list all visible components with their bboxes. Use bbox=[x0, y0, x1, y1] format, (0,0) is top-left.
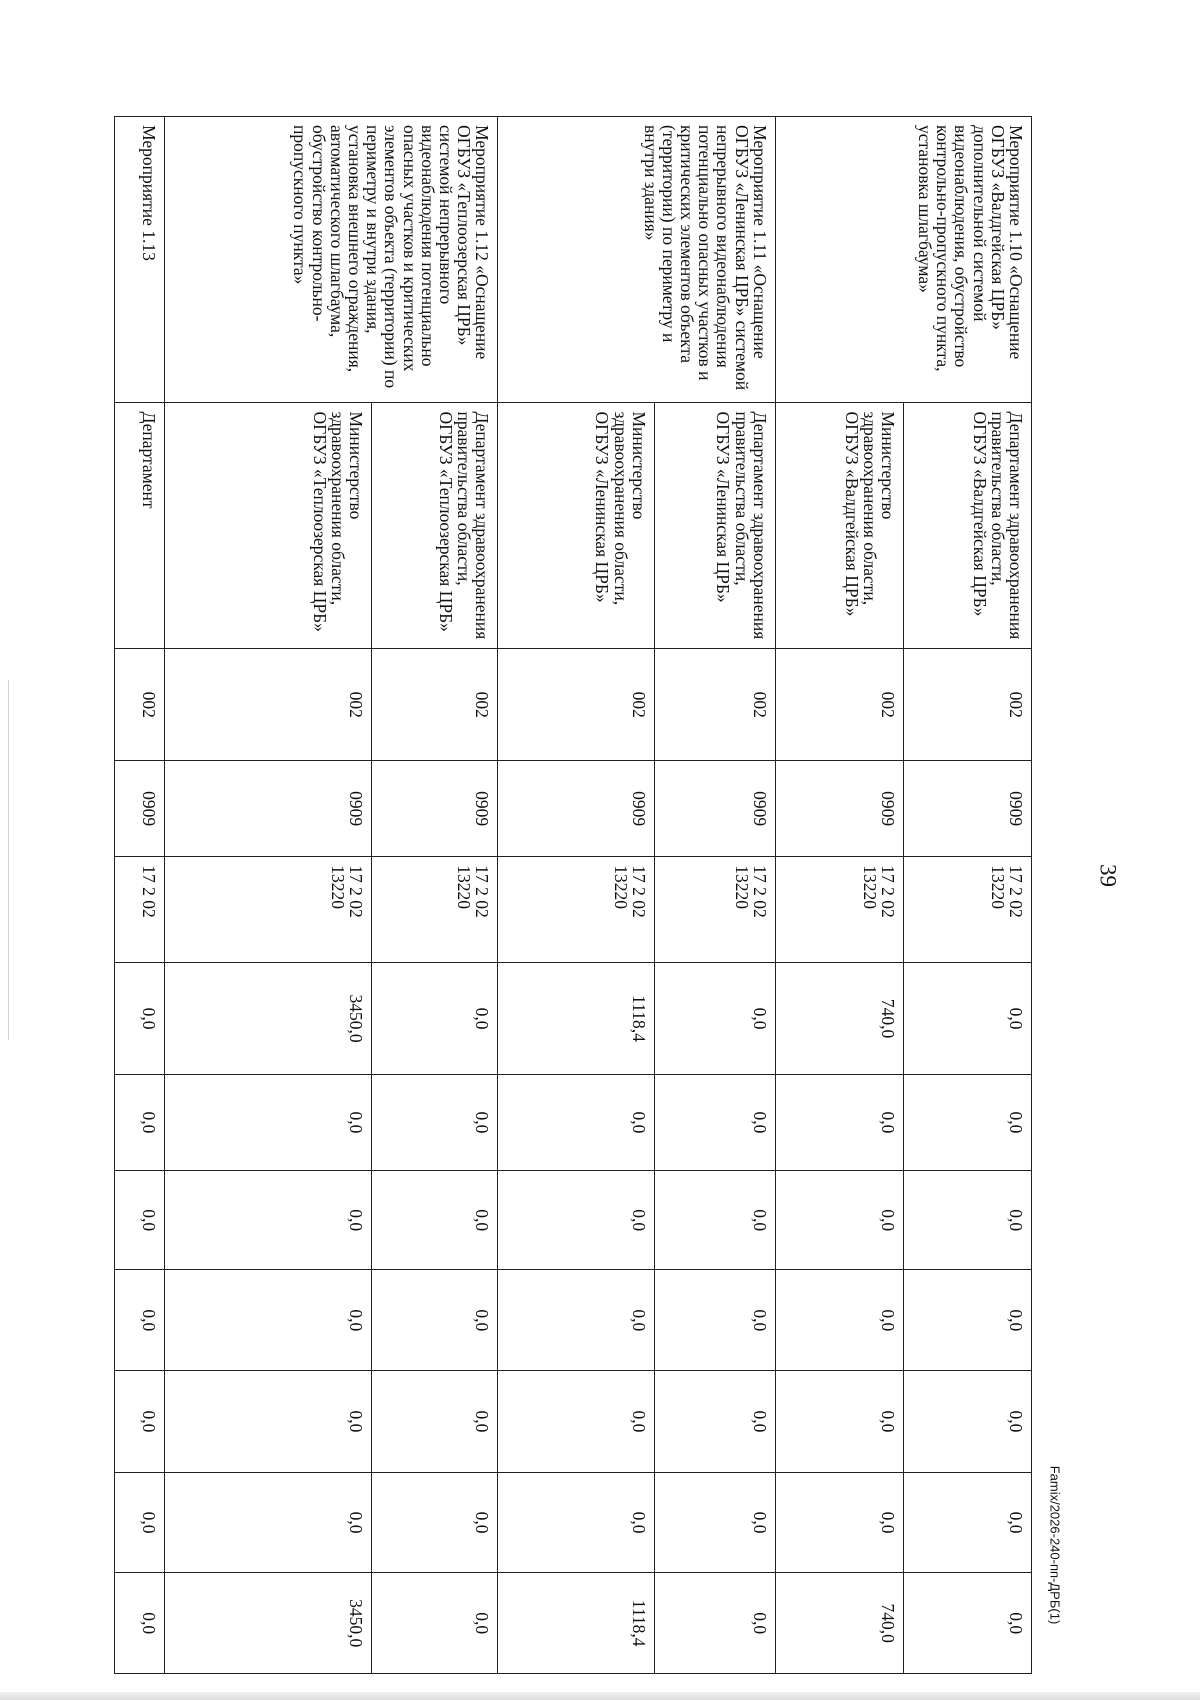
csr-cell: 17 2 02 13220 bbox=[903, 857, 1031, 963]
executor-cell: Министерство здравоохранения области, ОГБУЗ «Ленинская ЦРБ» bbox=[498, 403, 654, 649]
year-3-cell: 0,0 bbox=[165, 1270, 372, 1371]
grbs-cell: 002 bbox=[165, 649, 372, 761]
year-2-cell: 0,0 bbox=[372, 1170, 498, 1269]
executor-cell: Департамент здравоохранения правительства области, ОГБУЗ «Валдгейская ЦРБ» bbox=[903, 403, 1031, 649]
final-cell: 1118,4 bbox=[498, 1573, 654, 1674]
event-cell: Мероприятие 1.10 «Оснащение ОГБУЗ «Валдгейская ЦРБ» дополнительной системой видеонаблюдения, обустройство контрольно-пропускного пункта, установка шлагбаума» bbox=[775, 117, 1031, 403]
final-cell: 0,0 bbox=[372, 1573, 498, 1674]
event-cell: Мероприятие 1.13 bbox=[115, 117, 165, 403]
scan-bottom-edge bbox=[0, 1692, 1200, 1700]
year-1-cell: 0,0 bbox=[115, 1074, 165, 1170]
total-cell: 0,0 bbox=[115, 963, 165, 1075]
rzpr-cell: 0909 bbox=[165, 760, 372, 856]
table-rotation-frame bbox=[114, 116, 1032, 1674]
executor-cell: Департамент здравоохранения правительства области, ОГБУЗ «Ленинская ЦРБ» bbox=[654, 403, 775, 649]
executor-cell: Министерство здравоохранения области, ОГБУЗ «Теплоозерская ЦРБ» bbox=[165, 403, 372, 649]
year-1-cell: 0,0 bbox=[372, 1074, 498, 1170]
rzpr-cell: 0909 bbox=[903, 760, 1031, 856]
year-2-cell: 0,0 bbox=[498, 1170, 654, 1269]
csr-cell: 17 2 02 bbox=[115, 857, 165, 963]
event-cell: Мероприятие 1.11 «Оснащение ОГБУЗ «Ленинская ЦРБ» системой непрерывного видеонаблюдения потенциально опасных участков и критических элементов объекта (территории) по периметру и внутри здания» bbox=[498, 117, 775, 403]
year-2-cell: 0,0 bbox=[115, 1170, 165, 1269]
year-5-cell: 0,0 bbox=[654, 1472, 775, 1573]
table-row bbox=[115, 117, 165, 1674]
year-1-cell: 0,0 bbox=[654, 1074, 775, 1170]
year-4-cell: 0,0 bbox=[372, 1371, 498, 1473]
year-4-cell: 0,0 bbox=[903, 1371, 1031, 1473]
year-3-cell: 0,0 bbox=[775, 1270, 903, 1371]
year-1-cell: 0,0 bbox=[775, 1074, 903, 1170]
rzpr-cell: 0909 bbox=[654, 760, 775, 856]
year-4-cell: 0,0 bbox=[498, 1371, 654, 1473]
rzpr-cell: 0909 bbox=[115, 760, 165, 856]
csr-cell: 17 2 02 13220 bbox=[372, 857, 498, 963]
year-5-cell: 0,0 bbox=[115, 1472, 165, 1573]
total-cell: 0,0 bbox=[654, 963, 775, 1075]
final-cell: 740,0 bbox=[775, 1573, 903, 1674]
csr-cell: 17 2 02 13220 bbox=[498, 857, 654, 963]
year-5-cell: 0,0 bbox=[165, 1472, 372, 1573]
event-cell: Мероприятие 1.12 «Оснащение ОГБУЗ «Теплоозерская ЦРБ» системой непрерывного видеонаблюдения потенциально опасных участков и критических элементов объекта (территории) по периметру и внутри здания, установка внешнего ограждения, автоматического шлагбаума, обустройство контрольно-пропускного пункта» bbox=[165, 117, 498, 403]
table-row bbox=[903, 117, 1031, 1674]
year-4-cell: 0,0 bbox=[775, 1371, 903, 1473]
final-cell: 0,0 bbox=[903, 1573, 1031, 1674]
year-3-cell: 0,0 bbox=[115, 1270, 165, 1371]
year-1-cell: 0,0 bbox=[498, 1074, 654, 1170]
page-number: 39 bbox=[1095, 864, 1121, 887]
final-cell: 3450,0 bbox=[165, 1573, 372, 1674]
year-2-cell: 0,0 bbox=[654, 1170, 775, 1269]
table-row bbox=[654, 117, 775, 1674]
year-2-cell: 0,0 bbox=[775, 1170, 903, 1269]
table-row bbox=[372, 117, 498, 1674]
year-3-cell: 0,0 bbox=[372, 1270, 498, 1371]
grbs-cell: 002 bbox=[654, 649, 775, 761]
grbs-cell: 002 bbox=[372, 649, 498, 761]
rzpr-cell: 0909 bbox=[498, 760, 654, 856]
executor-cell: Министерство здравоохранения области, ОГБУЗ «Валдгейская ЦРБ» bbox=[775, 403, 903, 649]
total-cell: 740,0 bbox=[775, 963, 903, 1075]
grbs-cell: 002 bbox=[498, 649, 654, 761]
year-1-cell: 0,0 bbox=[903, 1074, 1031, 1170]
csr-cell: 17 2 02 13220 bbox=[165, 857, 372, 963]
year-2-cell: 0,0 bbox=[165, 1170, 372, 1269]
year-4-cell: 0,0 bbox=[165, 1371, 372, 1473]
file-reference: Famix/2026-240-пп-ДРБ(1) bbox=[1047, 1465, 1063, 1625]
year-1-cell: 0,0 bbox=[165, 1074, 372, 1170]
year-3-cell: 0,0 bbox=[903, 1270, 1031, 1371]
total-cell: 0,0 bbox=[903, 963, 1031, 1075]
grbs-cell: 002 bbox=[775, 649, 903, 761]
executor-cell: Департамент здравоохранения правительства области, ОГБУЗ «Теплоозерская ЦРБ» bbox=[372, 403, 498, 649]
year-5-cell: 0,0 bbox=[498, 1472, 654, 1573]
executor-cell: Департамент bbox=[115, 403, 165, 649]
final-cell: 0,0 bbox=[654, 1573, 775, 1674]
final-cell: 0,0 bbox=[115, 1573, 165, 1674]
budget-table bbox=[114, 116, 1032, 1674]
csr-cell: 17 2 02 13220 bbox=[654, 857, 775, 963]
year-2-cell: 0,0 bbox=[903, 1170, 1031, 1269]
scan-margin-line bbox=[8, 680, 9, 1040]
total-cell: 3450,0 bbox=[165, 963, 372, 1075]
rzpr-cell: 0909 bbox=[372, 760, 498, 856]
grbs-cell: 002 bbox=[115, 649, 165, 761]
year-5-cell: 0,0 bbox=[903, 1472, 1031, 1573]
year-4-cell: 0,0 bbox=[115, 1371, 165, 1473]
year-3-cell: 0,0 bbox=[498, 1270, 654, 1371]
year-4-cell: 0,0 bbox=[654, 1371, 775, 1473]
year-3-cell: 0,0 bbox=[654, 1270, 775, 1371]
year-5-cell: 0,0 bbox=[775, 1472, 903, 1573]
total-cell: 0,0 bbox=[372, 963, 498, 1075]
csr-cell: 17 2 02 13220 bbox=[775, 857, 903, 963]
year-5-cell: 0,0 bbox=[372, 1472, 498, 1573]
grbs-cell: 002 bbox=[903, 649, 1031, 761]
rzpr-cell: 0909 bbox=[775, 760, 903, 856]
total-cell: 1118,4 bbox=[498, 963, 654, 1075]
